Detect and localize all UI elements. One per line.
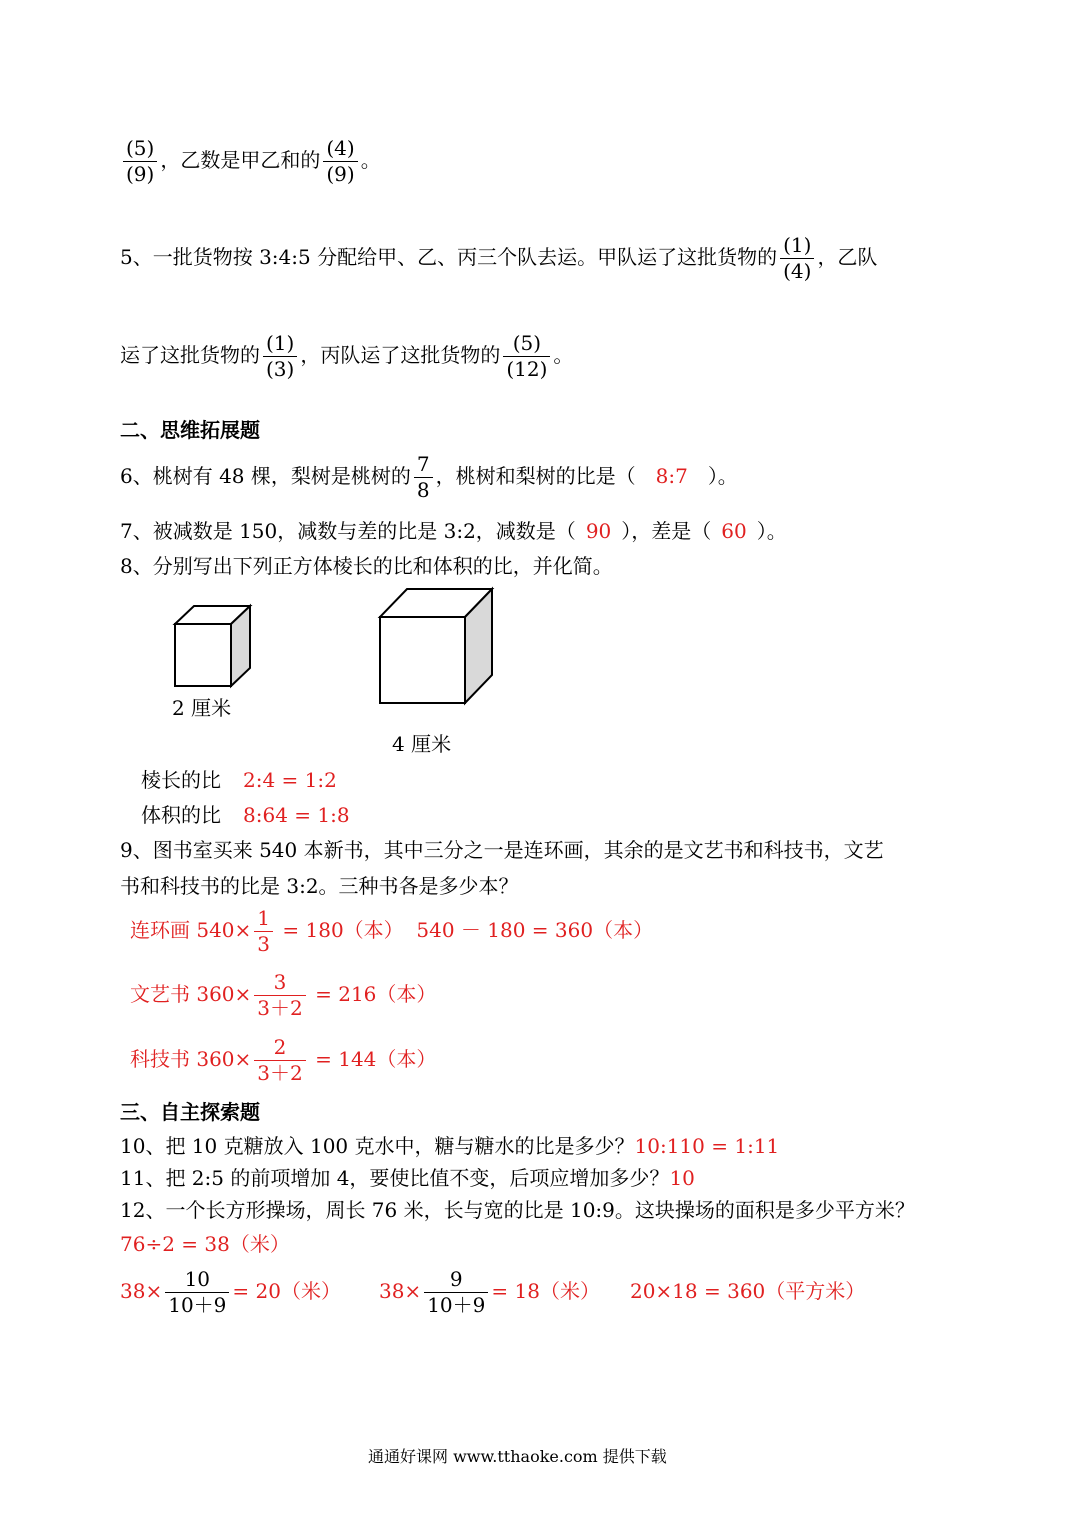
- fraction: $\frac{(5)}{(9)}$: [123, 136, 157, 187]
- answer: 8:64 = 1:8: [243, 803, 350, 827]
- question-11: 11、把 2:5 的前项增加 4，要使比值不变，后项应增加多少？10: [120, 1166, 695, 1190]
- fraction: $\frac{(4)}{(9)}$: [323, 136, 357, 187]
- question-9-line2: 书和科技书的比是 3:2。三种书各是多少本？: [120, 874, 519, 898]
- answer-9-science: 科技书 360× $\frac{2}{3+2}$ = 144（本）: [130, 1035, 437, 1085]
- question-5-line1: 5、一批货物按 3:4:5 分配给甲、乙、丙三个队去运。甲队运了这批货物的 $\frac{(1)}{(4)}$ ，乙队: [120, 233, 878, 283]
- large-cube-label: 4 厘米: [392, 732, 452, 756]
- section-heading-2: 二、思维拓展题: [120, 418, 260, 442]
- question-10: 10、把 10 克糖放入 100 克水中，糖与糖水的比是多少？10:110 = 1:11: [120, 1134, 780, 1158]
- fraction: $\frac{(1)}{(4)}$: [780, 233, 814, 284]
- small-cube-label: 2 厘米: [172, 696, 232, 720]
- question-7: 7、被减数是 150，减数与差的比是 3:2，减数是（ 90 ），差是（ 60 ）。: [120, 519, 787, 543]
- answer: 8:7: [655, 464, 688, 488]
- question-5-line2: 运了这批货物的 $\frac{(1)}{(3)}$ ，丙队运了这批货物的 $\frac{(5)}{(12)}$ 。: [120, 331, 574, 381]
- question-6: 6、桃树有 48 棵，梨树是桃树的 $\frac{7}{8}$ ，桃树和梨树的比是（ 8:7 ）。: [120, 452, 738, 502]
- section-heading-3: 三、自主探索题: [120, 1100, 260, 1124]
- edge-ratio: 棱长的比 2:4 = 1:2: [141, 768, 337, 792]
- fraction: $\frac{2}{3+2}$: [254, 1035, 305, 1086]
- fraction: $\frac{3}{3+2}$: [254, 970, 305, 1021]
- answer-12-half-perimeter: 76÷2 = 38（米）: [120, 1232, 290, 1256]
- answer-9-literature: 文艺书 360× $\frac{3}{3+2}$ = 216（本）: [130, 970, 437, 1020]
- page-footer: 通通好课网 www.tthaoke.com 提供下载: [368, 1447, 667, 1466]
- fraction: $\frac{(5)}{(12)}$: [503, 331, 550, 382]
- question-12: 12、一个长方形操场，周长 76 米，长与宽的比是 10:9。这块操场的面积是多少平方米？: [120, 1198, 915, 1222]
- fraction: $\frac{7}{8}$: [414, 452, 433, 503]
- answer-9-comics: 连环画 540× $\frac{1}{3}$ = 180（本） 540 － 180 = 360（本）: [130, 906, 654, 956]
- answer: 60: [721, 519, 747, 543]
- answer: 90: [585, 519, 612, 543]
- answer-12-calculation: 38× $\frac{10}{10+9}$ = 20（米） 38× $\frac{9}{10+9}$ = 18（米） 20×18 = 360（平方米）: [120, 1267, 866, 1317]
- fraction: $\frac{9}{10+9}$: [424, 1267, 488, 1318]
- large-cube-figure: [375, 585, 500, 710]
- question-9-line1: 9、图书室买来 540 本新书，其中三分之一是连环画，其余的是文艺书和科技书，文艺: [120, 838, 884, 862]
- answer: 2:4 = 1:2: [243, 768, 337, 792]
- fraction: $\frac{10}{10+9}$: [165, 1267, 229, 1318]
- question-8: 8、分别写出下列正方体棱长的比和体积的比，并化简。: [120, 554, 613, 578]
- volume-ratio: 体积的比 8:64 = 1:8: [141, 803, 350, 827]
- fraction: $\frac{1}{3}$: [254, 906, 273, 957]
- line-prev-continuation: $\frac{(5)}{(9)}$ ，乙数是甲乙和的 $\frac{(4)}{(9)}$ 。: [120, 136, 381, 187]
- small-cube-figure: [170, 600, 260, 695]
- fraction: $\frac{(1)}{(3)}$: [263, 331, 297, 382]
- answer: 10: [669, 1166, 695, 1190]
- answer: 10:110 = 1:11: [634, 1134, 780, 1158]
